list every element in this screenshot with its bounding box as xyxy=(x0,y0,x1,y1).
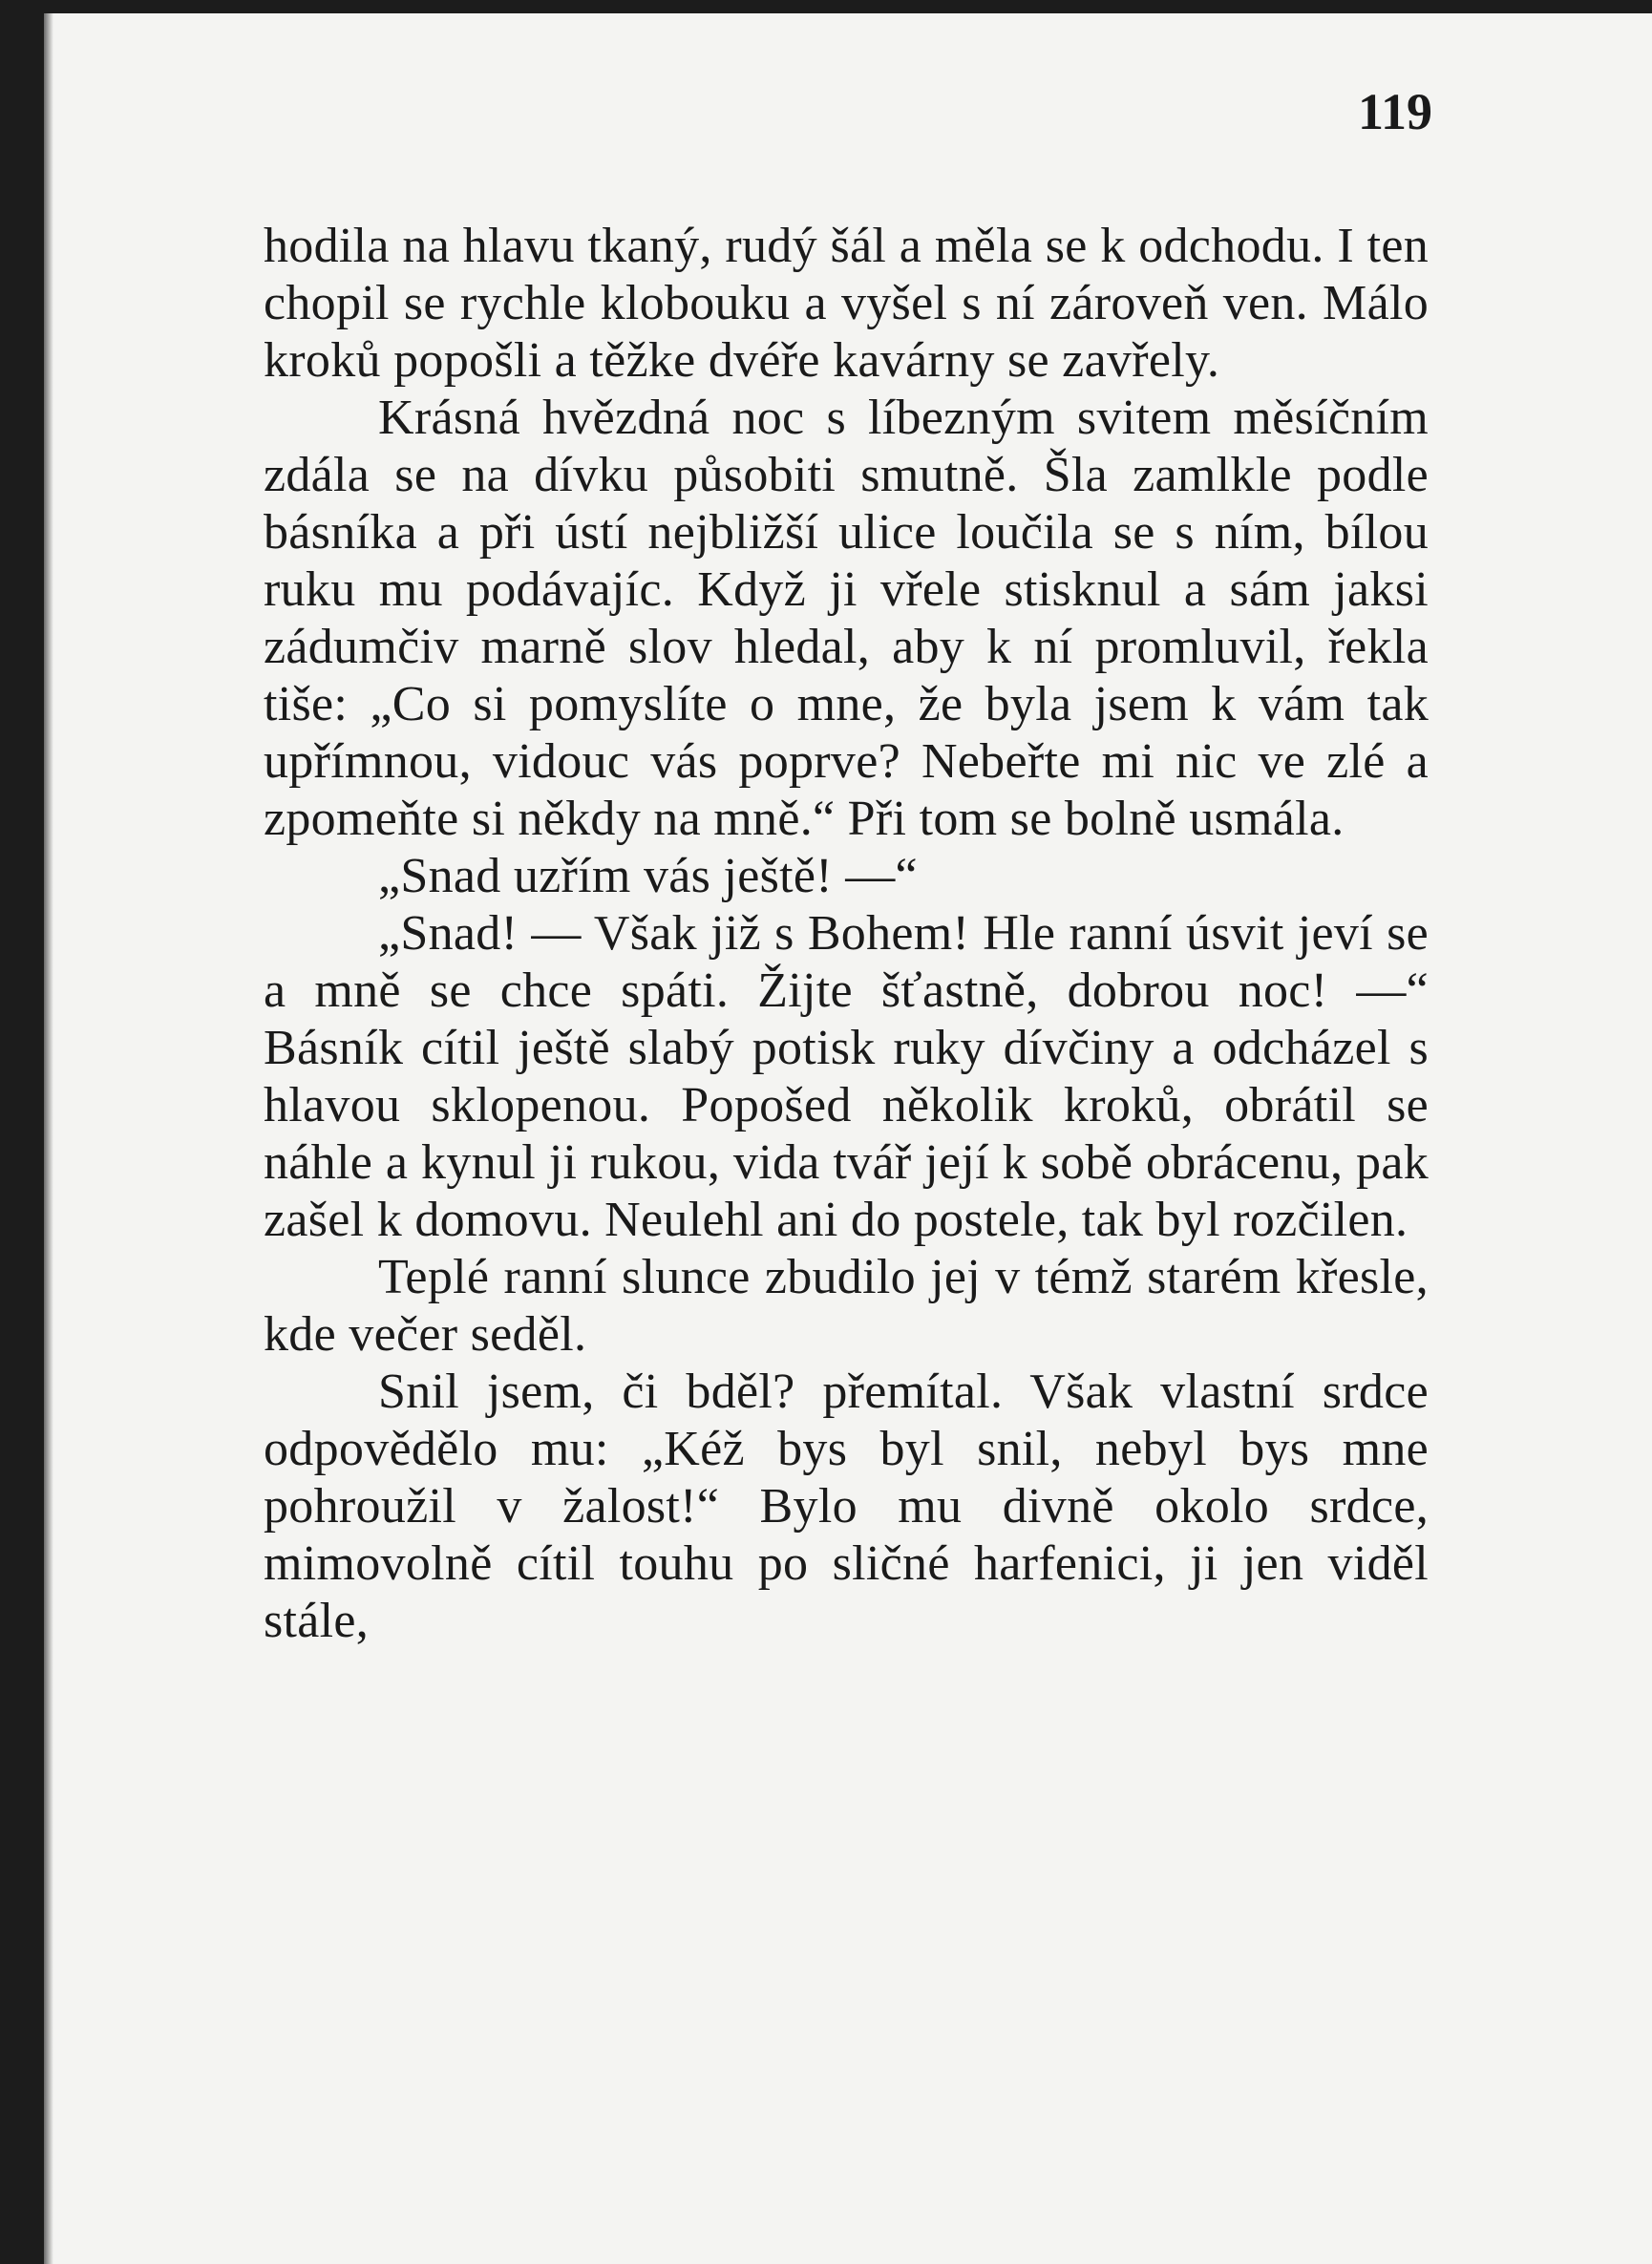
paragraph-2: Krásná hvězdná noc s líbezným svitem měsíčním zdála se na dívku působiti smutně. Šla zamlkle podle básníka a při ústí nejbližší ulice loučila se s ním, bílou ruku mu podávajíc. Když ji vřele stisknul a sám jaksi zádumčiv marně slov hledal, aby k ní promluvil, řekla tiše: „Co si pomyslíte o mne, že byla jsem k vám tak upřímnou, vidouc vás poprve? Nebeřte mi nic ve zlé a zpomeňte si někdy na mně.“ Při tom se bolně usmála. xyxy=(264,391,1429,846)
paragraph-3: „Snad uzřím vás ještě! —“ xyxy=(378,849,918,903)
page-number: 119 xyxy=(1357,83,1432,140)
paragraph-1: hodila na hlavu tkaný, rudý šál a měla se k odchodu. I ten chopil se rychle klobouku a vyšel s ní zároveň ven. Málo kroků popošli a těžke dvéře kavárny se zavřely. xyxy=(264,219,1429,388)
scan-border-top xyxy=(0,0,1652,13)
scan-border-left xyxy=(0,0,44,2264)
paragraph-5: Teplé ranní slunce zbudilo jej v témž starém křesle, kde večer seděl. xyxy=(264,1250,1429,1362)
paragraph-4: „Snad! — Však již s Bohem! Hle ranní úsvit jeví se a mně se chce spáti. Žijte šťastně, dobrou noc! —“ Básník cítil ještě slabý potisk ruky dívčiny a odcházel s hlavou sklopenou. Popošed několik kroků, obrátil se náhle a kynul ji rukou, vida tvář její k sobě obrácenu, pak zašel k domovu. Neulehl ani do postele, tak byl rozčilen. xyxy=(264,906,1429,1247)
scan-border-shadow xyxy=(44,13,53,2264)
paragraph-6: Snil jsem, či bděl? přemítal. Však vlastní srdce odpovědělo mu: „Kéž bys byl snil, nebyl bys mne pohroužil v žalost!“ Bylo mu divně okolo srdce, mimovolně cítil touhu po sličné harfenici, ji jen viděl stále, xyxy=(264,1365,1429,1648)
body-text xyxy=(264,218,1429,1650)
